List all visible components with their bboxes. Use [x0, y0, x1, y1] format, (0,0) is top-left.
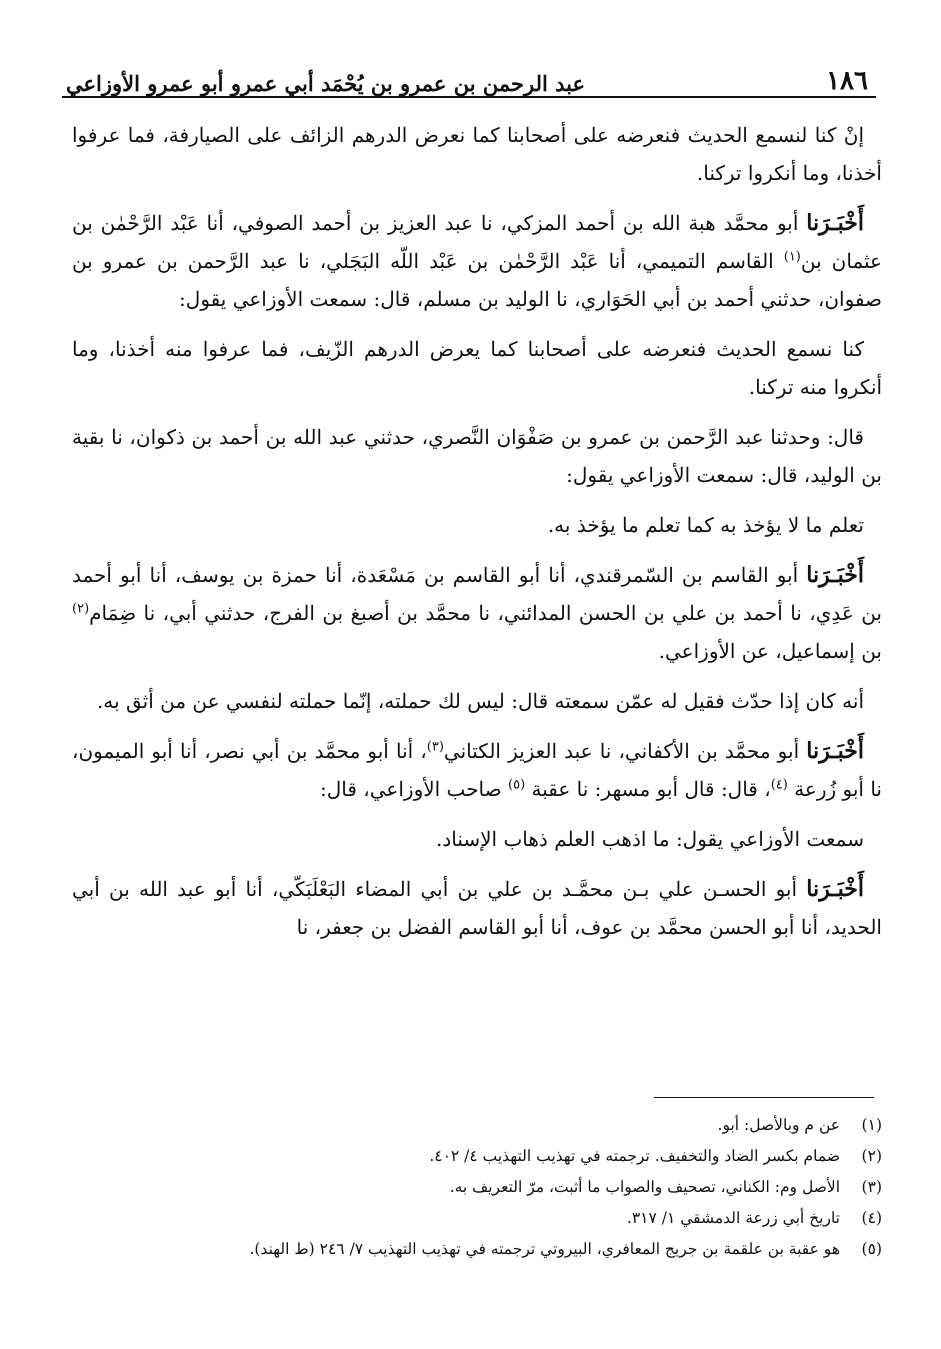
footnote-item	[160, 1172, 882, 1203]
paragraph-3: كنا نسمع الحديث فنعرضه على أصحابنا كما يعرض الدرهم الزّيف، فما عرفوا منه أخذنا، وما أنكروا منه تركنا.	[72, 337, 882, 399]
isnad-text: صاحب الأوزاعي، قال:	[320, 777, 502, 801]
footnote-item	[160, 1110, 882, 1141]
paragraph-7: أنه كان إذا حدّث فقيل له عمّن سمعته قال: ليس لك حملته، إنّما حملته لنفسي عن من أثق به.	[96, 689, 864, 713]
footnote-text: عن م وبالأصل: أبو.	[717, 1116, 840, 1134]
footnote-ref[interactable]: (١)	[783, 249, 801, 265]
paragraph-5: تعلم ما لا يؤخذ به كما تعلم ما يؤخذ به.	[547, 513, 864, 537]
footnote-text: الأصل وم: الكناني، تصحيف والصواب ما أثبت، مرّ التعريف به.	[449, 1178, 840, 1196]
footnote-number: (١)	[861, 1116, 882, 1134]
isnad-text: أبو محمَّد هبة الله بن أحمد المزكي، نا عبد العزيز بن أحمد الصوفي، أنا عَبْد الرَّحْمٰن بن عثمان بن	[72, 211, 882, 273]
footnote-item	[160, 1203, 882, 1234]
header-rule	[62, 96, 876, 98]
paragraph-1: إنْ كنا لنسمع الحديث فنعرضه على أصحابنا كما نعرض الدرهم الزائف على الصيارفة، فما عرفوا أخذنا، وما أنكروا تركنا.	[72, 123, 882, 185]
akhbarana-marker: أَخْبَـرَنا	[806, 738, 865, 764]
paragraph-2	[72, 204, 882, 318]
akhbarana-marker: أَخْبَـرَنا	[806, 876, 865, 902]
footnote-number: (٣)	[861, 1178, 882, 1196]
footnote-ref[interactable]: (٤)	[770, 777, 788, 793]
paragraph-8	[72, 732, 882, 808]
paragraph-10	[72, 870, 882, 946]
footnote-text: ضمام بكسر الضاد والتخفيف. ترجمته في تهذيب التهذيب ٤/ ٤٠٢.	[429, 1147, 840, 1165]
isnad-text: ، أنا أبو محمَّد بن أبي نصر، أنا أبو الميمون، نا أبو زُرعة	[72, 739, 882, 801]
footnote-ref[interactable]: (٣)	[426, 739, 444, 755]
page-header	[62, 56, 876, 96]
isnad-text: أبو القاسم بن السّمرقندي، أنا أبو القاسم بن مَسْعَدة، أنا حمزة بن يوسف، أنا أبو أحمد بن عَدِي، نا أحمد بن علي بن الحسن المدائني، نا محمَّد بن أصبغ بن الفرج، حدثني أبي، نا ضِمَام	[72, 563, 882, 625]
footnote-item	[160, 1141, 882, 1172]
akhbarana-marker: أَخْبَـرَنا	[806, 562, 864, 588]
page-number: ١٨٦	[826, 66, 868, 96]
paragraph-9: سمعت الأوزاعي يقول: ما اذهب العلم ذهاب الإسناد.	[435, 827, 864, 851]
main-text	[72, 116, 882, 958]
footnote-item	[160, 1234, 882, 1265]
running-title: عبد الرحمن بن عمرو بن يُحْمَد أبي عمرو أبو عمرو الأوزاعي	[66, 71, 586, 96]
footnote-number: (٥)	[861, 1240, 882, 1258]
akhbarana-marker: أَخْبَـرَنا	[806, 210, 864, 236]
footnote-ref[interactable]: (٥)	[508, 777, 526, 793]
footnote-number: (٢)	[861, 1147, 882, 1165]
footnote-number: (٤)	[861, 1209, 882, 1227]
isnad-text: ، قال: قال أبو مسهر: نا عقبة	[531, 777, 771, 801]
paragraph-4: قال: وحدثنا عبد الرَّحمن بن عمرو بن صَفْوَان النَّصري، حدثني عبد الله بن أحمد بن ذكوان، نا بقية بن الوليد، قال: سمعت الأوزاعي يقول:	[72, 425, 882, 487]
isnad-text: بن إسماعيل، عن الأوزاعي.	[658, 639, 882, 663]
footnote-ref[interactable]: (٢)	[72, 601, 90, 617]
isnad-text: أبو محمَّد بن الأكفاني، نا عبد العزيز الكتاني	[443, 739, 800, 763]
footnote-rule	[654, 1097, 874, 1098]
isnad-text: القاسم التميمي، أنا عَبْد الرَّحْمٰن بن عَبْد اللّه البَجَلي، نا عبد الرَّحمن بن عمرو بن صفوان، حدثني أحمد بن أبي الحَوَاري، نا الوليد بن مسلم، قال: سمعت الأوزاعي يقول:	[72, 249, 882, 311]
isnad-text: أبو الحسـن علي بـن محمَّـد بن علي بن أبي المضاء البَعْلَبَكّي، أنا أبو عبد الله بن أبي الحديد، أنا أبو الحسن محمَّد بن عوف، أنا أبو القاسم الفضل بن جعفر، نا	[72, 877, 882, 939]
footnotes	[160, 1110, 882, 1265]
footnote-text: هو عقبة بن علقمة بن جريج المعافري، البيروتي ترجمته في تهذيب التهذيب ٧/ ٢٤٦ (ط الهند).	[249, 1240, 840, 1258]
paragraph-6	[72, 556, 882, 670]
footnote-text: تاريخ أبي زرعة الدمشقي ١/ ٣١٧.	[626, 1209, 840, 1227]
